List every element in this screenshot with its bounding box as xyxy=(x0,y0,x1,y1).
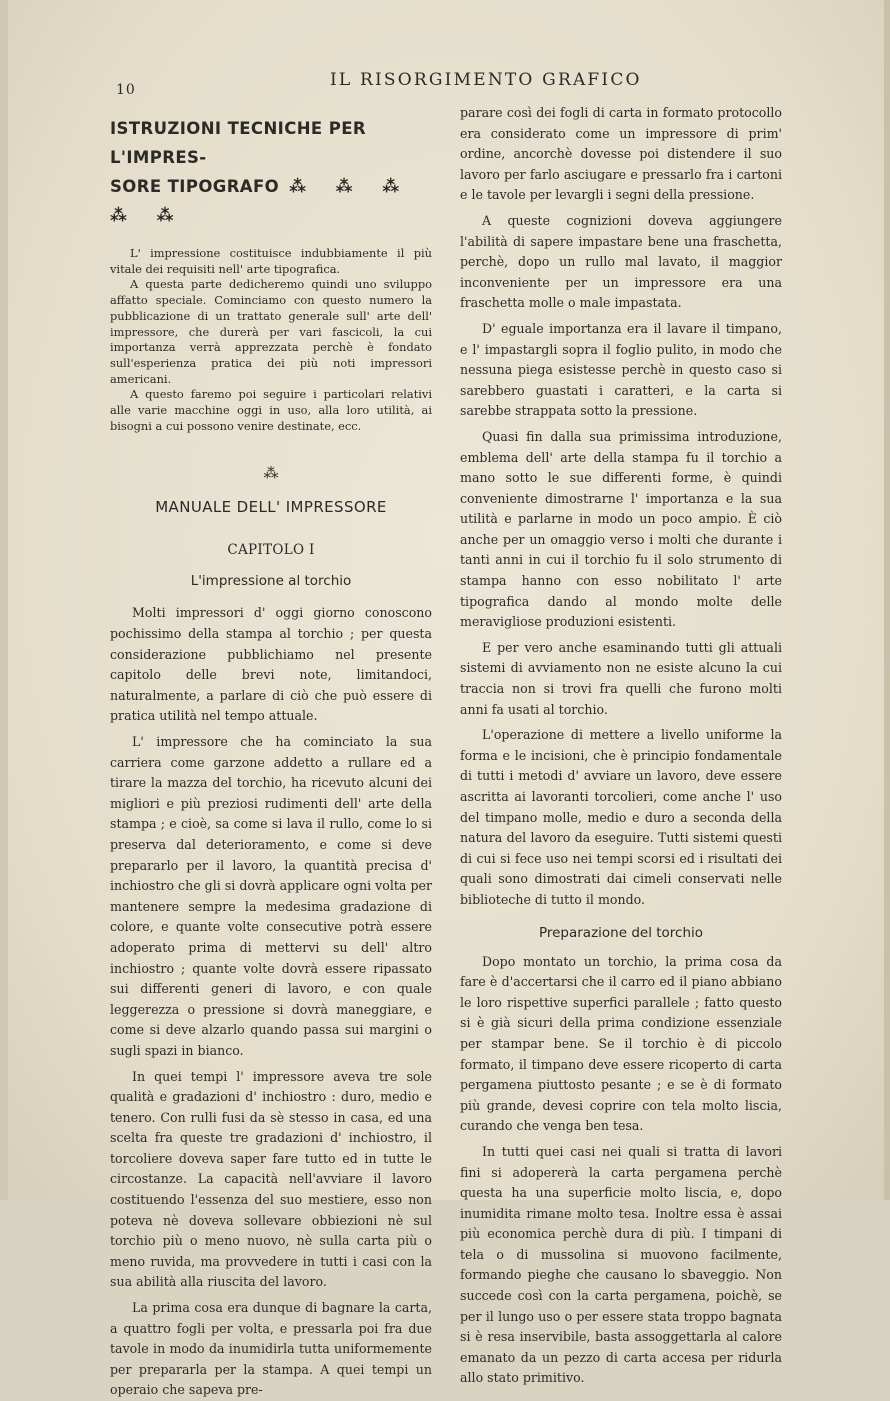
running-title: IL RISORGIMENTO GRAFICO xyxy=(330,70,642,90)
body-paragraph: L' impressore che ha cominciato la sua carriera come garzone addetto a rullare ed a tirare la mazza del torchio, ha ricevuto alcuni dei migliori e più preziosi rudimenti dell' arte della stampa ; e cioè, sa come si lava il rullo, come lo si preserva dal deterioramento, e come si deve prepararlo per il lavoro, la quantità precisa d' inchiostro che gli si dovrà applicare ogni volta per mantenere sempre la medesima gradazione di colore, e quante volte consecutive potrà essere adoperato prima di mettervi su dell' altro inchiostro ; quante volte dovrà essere ripassato sui differenti generi di lavoro, e con quale leggerezza o pressione si dovrà maneggiare, e come si deve alzarlo quando passa sui margini o sugli spazi in bianco. xyxy=(110,734,432,1058)
left-column xyxy=(110,104,432,1401)
manual-title: MANUALE DELL' IMPRESSORE xyxy=(155,498,387,517)
right-column xyxy=(460,104,782,1389)
body-paragraph: Dopo montato un torchio, la prima cosa da fare è d'accertarsi che il carro ed il piano abbiano le loro rispettive superfici parallele ; fatto questo si è già sicuri della prima condizione essenziale per stampar bene. Se il torchio è di piccolo formato, il timpano deve essere ricoperto di carta pergamena piuttosto pesante ; e se è di formato più grande, devesi coprire con tela molto liscia, curando che venga ben tesa. xyxy=(460,953,782,1134)
body-text-right xyxy=(460,103,782,911)
section-title-line-2-text: SORE TIPOGRAFO xyxy=(110,177,280,196)
intro-paragraph: L' impressione costituisce indubbiamente il più vitale dei requisiti nell' arte tipografica. xyxy=(110,246,432,276)
body-paragraph: L'operazione di mettere a livello uniforme la forma e le incisioni, che è principio fondamentale di tutti i metodi d' avviare un lavoro, deve essere ascritta ai lavoranti torcolieri, come anche l' uso del timpano molle, medio e duro a seconda della natura del lavoro da eseguire. Tutti sistemi questi di cui si fece uso nei tempi scorsi ed i risultati dei quali sono dimostrati dai cimeli conservati nelle biblioteche di tutto il mondo. xyxy=(460,727,782,907)
subsection-heading: Preparazione del torchio xyxy=(538,924,704,941)
chapter-heading: CAPITOLO I xyxy=(227,542,315,559)
body-paragraph-continued: parare così dei fogli di carta in formato protocollo era considerato come un impressore di prim' ordine, ancorchè dovesse poi distendere il suo lavoro per farlo asciugare e pressarlo fra i cartoni e le tavole per levargli i segni della pressione. xyxy=(460,105,782,203)
section-title-line-1: ISTRUZIONI TECNICHE PER L'IMPRES- xyxy=(110,119,366,167)
body-paragraph: In quei tempi l' impressore aveva tre sole qualità e gradazioni d' inchiostro : duro, medio e tenero. Con rulli fusi da sè stesso in casa, ed una scelta fra queste tre gradazioni d' inchiostro, il torcoliere doveva saper fare tutto ed in tutte le circostanze. La capacità nell'avviare il lavoro costituendo l'essenza del suo mestiere, esso non poteva nè doveva sollevare obbiezioni nè sul torchio più o meno nuovo, nè sulla carta più o meno ruvida, ma provvedere in tutti i casi con la sua abilità alla riuscita del lavoro. xyxy=(110,1068,432,1290)
intro-paragraphs xyxy=(110,246,432,434)
section-title xyxy=(110,114,432,230)
body-paragraph: Quasi fin dalla sua primissima introduzione, emblema dell' arte della stampa fu il torchio a mano sotto le sue differenti forme, è quindi conveniente dimostrarne l' importanza e la sua utilità e parlarne in modo un poco ampio. È ciò anche per un omaggio verso i molti che durante i tanti anni in cui il torchio fu il solo strumento di stampa hanno con esso nobilitato l' arte tipografica dando al mondo molte delle meravigliose produzioni esistenti. xyxy=(460,428,782,630)
body-paragraph: D' eguale importanza era il lavare il timpano, e l' impastargli sopra il foglio pulito, in modo che nessuna piega esistesse perchè in questo caso si sarebbero guastati i caratteri, e la carta si sarebbe strappata sotto la pressione. xyxy=(460,320,782,419)
section-title-line-2 xyxy=(110,172,432,230)
intro-paragraph: A questa parte dedicheremo quindi uno sviluppo affatto speciale. Cominciamo con questo numero la pubblicazione di un trattato generale sull' arte dell' impressore, che durerà per vari fascicoli, la cui importanza verrà apprezzata perchè è fondato sull'esperienza pratica dei più noti impressori americani. xyxy=(110,277,432,386)
subsection-heading: L'impressione al torchio xyxy=(190,573,352,590)
fleuron-icon: ⁂ xyxy=(263,464,279,483)
body-paragraph: Molti impressori d' oggi giorno conoscono pochissimo della stampa al torchio ; per questa considerazione pubblichiamo nel presente capitolo delle brevi note, limitandoci, naturalmente, a parlare di ciò che può essere di pratica utilità nel tempo attuale. xyxy=(110,605,432,724)
body-text-left xyxy=(110,603,432,1401)
body-paragraph: In tutti quei casi nei quali si tratta di lavori fini si adopererà la carta pergamena perchè questa ha una superficie molto liscia, e, dopo inumidita rimane molto tesa. Inoltre essa è assai più economica perchè dura di più. I timpani di tela o di mussolina si muovono facilmente, formando pieghe che causano lo sbaveggio. Non succede così con la carta pergamena, poichè, se per il lungo uso o per essere stata troppo bagnata si è resa inservibile, basta assoggettarla al calore emanato da un pezzo di carta accesa per ridurla allo stato primitivo. xyxy=(460,1143,782,1386)
body-paragraph: E per vero anche esaminando tutti gli attuali sistemi di avviamento non ne esiste alcuno la cui traccia non si trovi fra quelli che furono molti anni fa usati al torchio. xyxy=(460,639,782,717)
page-edge-right xyxy=(884,0,890,1200)
page-edge-left xyxy=(0,0,8,1200)
body-paragraph: A queste cognizioni doveva aggiungere l'abilità di sapere impastare bene una fraschetta, perchè, dopo un rullo mal lavato, il maggior inconveniente per un impressore era una fraschetta molle o male impastata. xyxy=(460,212,782,311)
page-number: 10 xyxy=(116,82,136,98)
body-paragraph: La prima cosa era dunque di bagnare la carta, a quattro fogli per volta, e pressarla poi fra due tavole in modo da inumidirla tutta uniformemente per prepararla per la stampa. A quei tempi un operaio che sapeva pre- xyxy=(110,1300,432,1398)
ornament-icons: ⁂ ⁂ ⁂ ⁂ ⁂ xyxy=(110,177,412,225)
intro-paragraph: A questo faremo poi seguire i particolari relativi alle varie macchine oggi in uso, alla loro utilità, ai bisogni a cui possono venire destinate, ecc. xyxy=(110,387,432,433)
body-text-right-2 xyxy=(460,952,782,1389)
